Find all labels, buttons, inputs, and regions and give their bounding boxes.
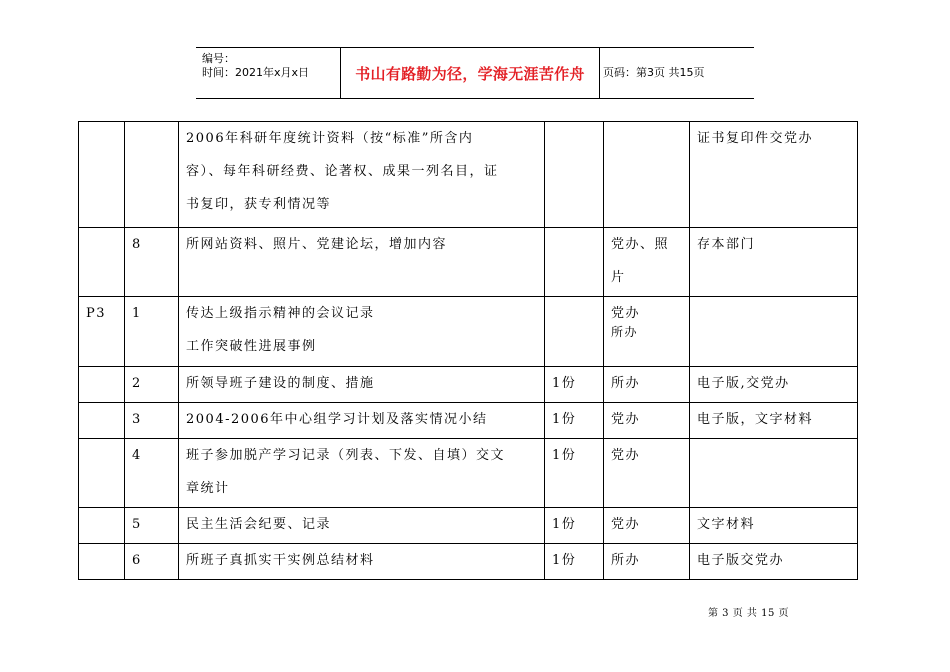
item-number-cell: 6 (125, 544, 179, 580)
content-line: 2004-2006年中心组学习计划及落实情况小结 (186, 412, 488, 427)
department-line: 党办 (611, 448, 641, 463)
header-page-cell (599, 48, 754, 98)
page-header (196, 47, 754, 99)
department-line: 党办 (611, 517, 641, 532)
department-cell (604, 439, 690, 508)
department-line: 党办 (611, 306, 641, 321)
page-footer: 第 3 页 共 15 页 (708, 608, 789, 619)
table-row (79, 439, 858, 508)
item-number-cell: 8 (125, 228, 179, 297)
header-motto-cell (340, 48, 600, 98)
department-line: 所办 (611, 325, 639, 339)
table-row (79, 297, 858, 367)
table-row (79, 122, 858, 228)
note-cell (690, 297, 858, 367)
table-row (79, 544, 858, 580)
section-cell (79, 439, 125, 508)
department-line: 党办 (611, 412, 641, 427)
table-row (79, 508, 858, 544)
department-cell (604, 403, 690, 439)
copies-cell: 1份 (545, 508, 604, 544)
content-line: 书复印，获专利情况等 (186, 197, 332, 212)
note-cell: 证书复印件交党办 (690, 122, 858, 228)
department-cell (604, 228, 690, 297)
content-line: 民主生活会纪要、记录 (186, 517, 332, 532)
item-number-cell: 2 (125, 367, 179, 403)
department-cell (604, 122, 690, 228)
section-cell: P3 (79, 297, 125, 367)
header-meta-cell (196, 48, 340, 98)
copies-cell (545, 228, 604, 297)
department-cell (604, 544, 690, 580)
item-number-cell: 1 (125, 297, 179, 367)
content-line: 班子参加脱产学习记录（列表、下发、自填）交文 (186, 448, 506, 463)
copies-cell (545, 122, 604, 228)
content-cell (179, 228, 545, 297)
section-cell (79, 122, 125, 228)
department-line: 所办 (611, 376, 641, 391)
content-cell (179, 508, 545, 544)
content-line: 章统计 (186, 481, 230, 496)
copies-cell: 1份 (545, 367, 604, 403)
time-label: 时间：2021年x月x日 (202, 66, 310, 79)
note-cell: 存本部门 (690, 228, 858, 297)
content-line: 工作突破性进展事例 (186, 339, 317, 354)
section-cell (79, 508, 125, 544)
section-cell (79, 367, 125, 403)
motto-text: 书山有路勤为径，学海无涯苦作舟 (355, 64, 585, 83)
item-number-cell: 5 (125, 508, 179, 544)
content-line: 所领导班子建设的制度、措施 (186, 376, 375, 391)
department-line: 所办 (611, 553, 641, 568)
table-row (79, 403, 858, 439)
section-cell (79, 544, 125, 580)
table-row (79, 367, 858, 403)
copies-cell: 1份 (545, 403, 604, 439)
note-cell: 电子版交党办 (690, 544, 858, 580)
number-label: 编号： (202, 52, 235, 65)
content-cell (179, 122, 545, 228)
copies-cell (545, 297, 604, 367)
department-cell (604, 297, 690, 367)
department-cell (604, 508, 690, 544)
page-code: 页码：第3页 共15页 (603, 66, 705, 79)
content-cell (179, 297, 545, 367)
content-cell (179, 403, 545, 439)
department-line: 片 (611, 270, 626, 285)
content-cell (179, 544, 545, 580)
content-cell (179, 439, 545, 508)
note-cell (690, 439, 858, 508)
note-cell: 电子版,交党办 (690, 367, 858, 403)
content-line: 容）、每年科研经费、论著权、成果一列名目，证 (186, 164, 499, 179)
item-number-cell: 4 (125, 439, 179, 508)
content-line: 所网站资料、照片、党建论坛，增加内容 (186, 237, 448, 252)
content-line: 2006年科研年度统计资料（按“标准”所含内 (186, 131, 474, 146)
table-row (79, 228, 858, 297)
content-cell (179, 367, 545, 403)
copies-cell: 1份 (545, 439, 604, 508)
archive-table (78, 121, 858, 580)
content-line: 所班子真抓实干实例总结材料 (186, 553, 375, 568)
department-line: 党办、照 (611, 237, 670, 252)
content-line: 传达上级指示精神的会议记录 (186, 306, 375, 321)
item-number-cell: 3 (125, 403, 179, 439)
copies-cell: 1份 (545, 544, 604, 580)
department-cell (604, 367, 690, 403)
note-cell: 电子版，文字材料 (690, 403, 858, 439)
section-cell (79, 403, 125, 439)
section-cell (79, 228, 125, 297)
item-number-cell (125, 122, 179, 228)
note-cell: 文字材料 (690, 508, 858, 544)
